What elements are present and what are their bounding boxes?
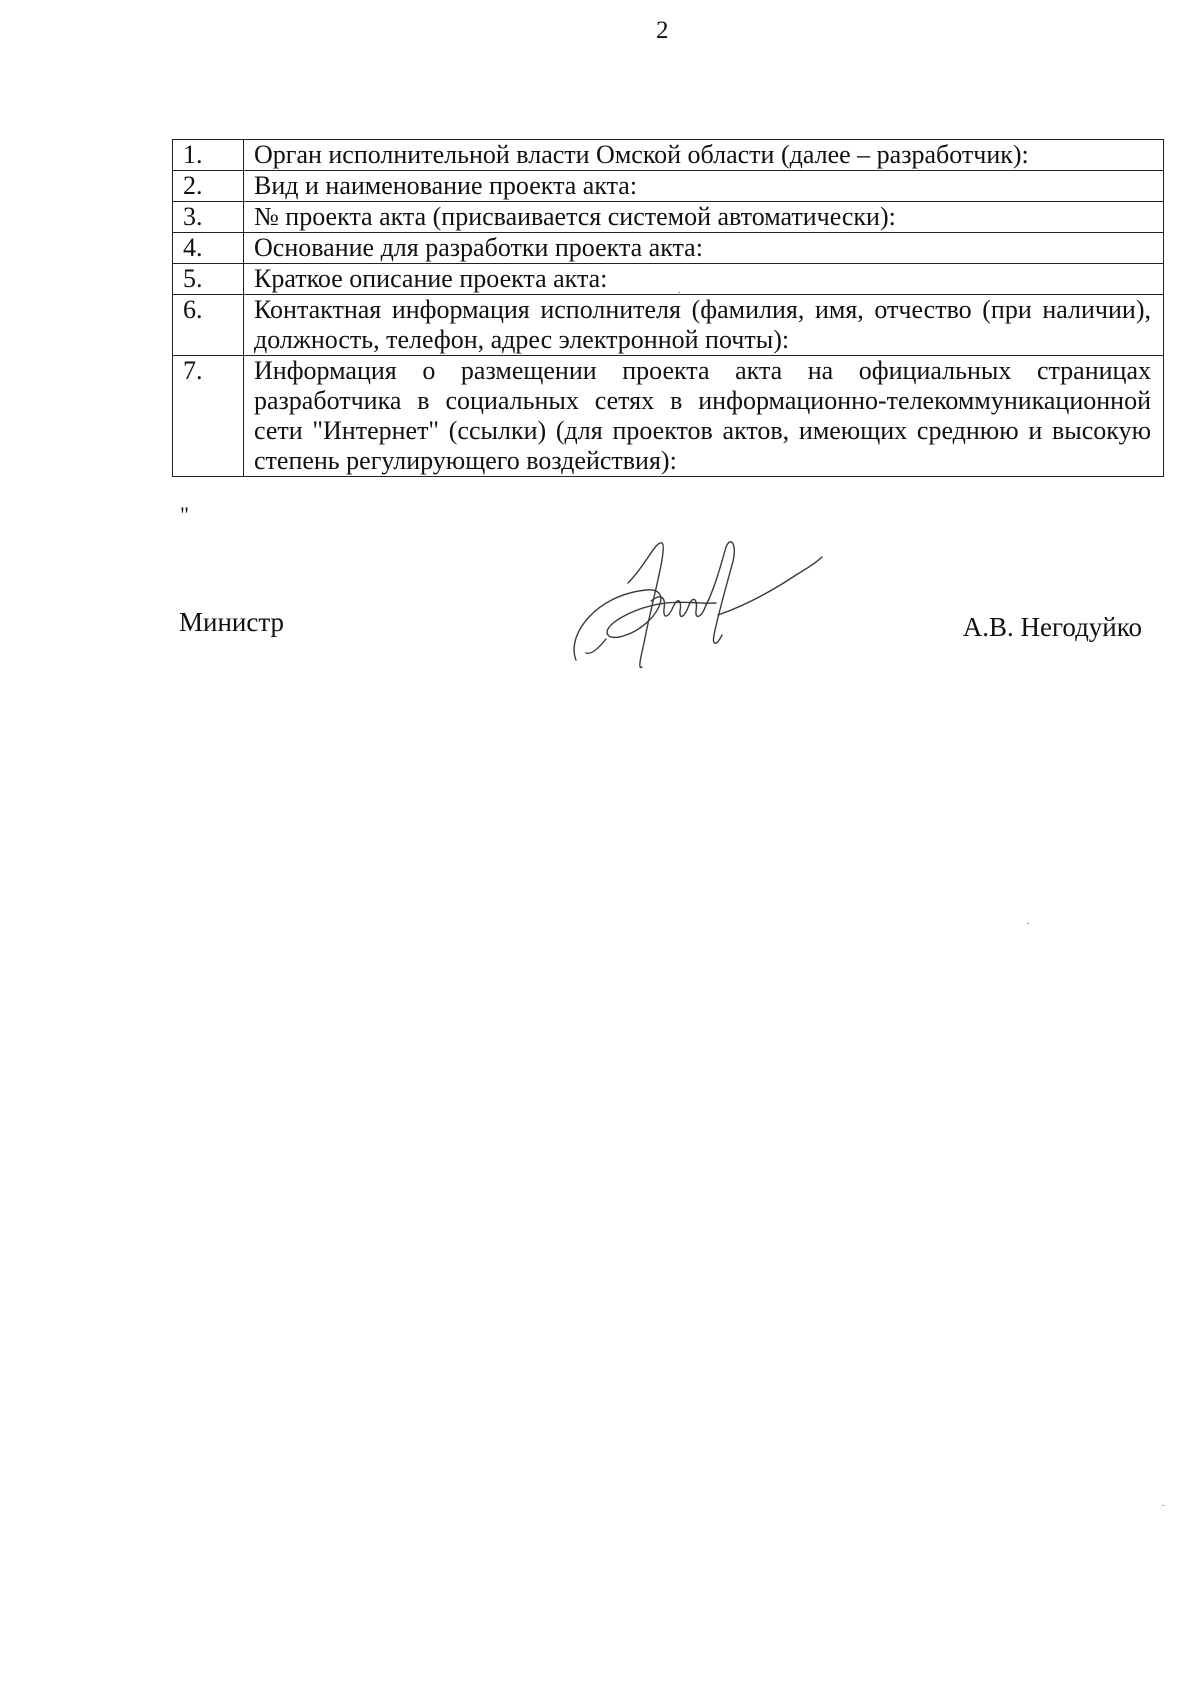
signatory-position: Министр <box>179 607 284 637</box>
closing-quote-mark: " <box>180 502 189 527</box>
table-row <box>173 140 1164 171</box>
table-row <box>173 356 1164 477</box>
scan-speck <box>1162 1505 1164 1506</box>
row-number: 7. <box>173 356 244 477</box>
row-text: Контактная информация исполнителя (фамилия, имя, отчество (при наличии), должность, телефон, адрес электронной почты): <box>244 295 1164 356</box>
row-text: Основание для разработки проекта акта: <box>244 233 1164 264</box>
signatory-name: А.В. Негодуйко <box>962 612 1142 642</box>
handwritten-signature <box>556 535 826 675</box>
table-row <box>173 233 1164 264</box>
row-text: Вид и наименование проекта акта: <box>244 171 1164 202</box>
row-number: 3. <box>173 202 244 233</box>
table-row <box>173 171 1164 202</box>
row-number: 1. <box>173 140 244 171</box>
table-row <box>173 202 1164 233</box>
row-number: 6. <box>173 295 244 356</box>
row-number: 5. <box>173 264 244 295</box>
row-text: Краткое описание проекта акта: <box>244 264 1164 295</box>
scan-speck <box>678 292 680 293</box>
row-number: 4. <box>173 233 244 264</box>
row-text: Информация о размещении проекта акта на официальных страницах разработчика в социальных сетях в информационно-телекоммуникационной сети "Интернет" (ссылки) (для проектов актов, имеющих среднюю и высокую степень регулирующего воздействия): <box>244 356 1164 477</box>
row-text: № проекта акта (присваивается системой автоматически): <box>244 202 1164 233</box>
row-number: 2. <box>173 171 244 202</box>
row-text: Орган исполнительной власти Омской области (далее – разработчик): <box>244 140 1164 171</box>
table-row <box>173 295 1164 356</box>
scan-speck <box>1027 923 1029 924</box>
table-row <box>173 264 1164 295</box>
form-fields-table <box>172 139 1164 477</box>
page-number: 2 <box>656 17 669 44</box>
